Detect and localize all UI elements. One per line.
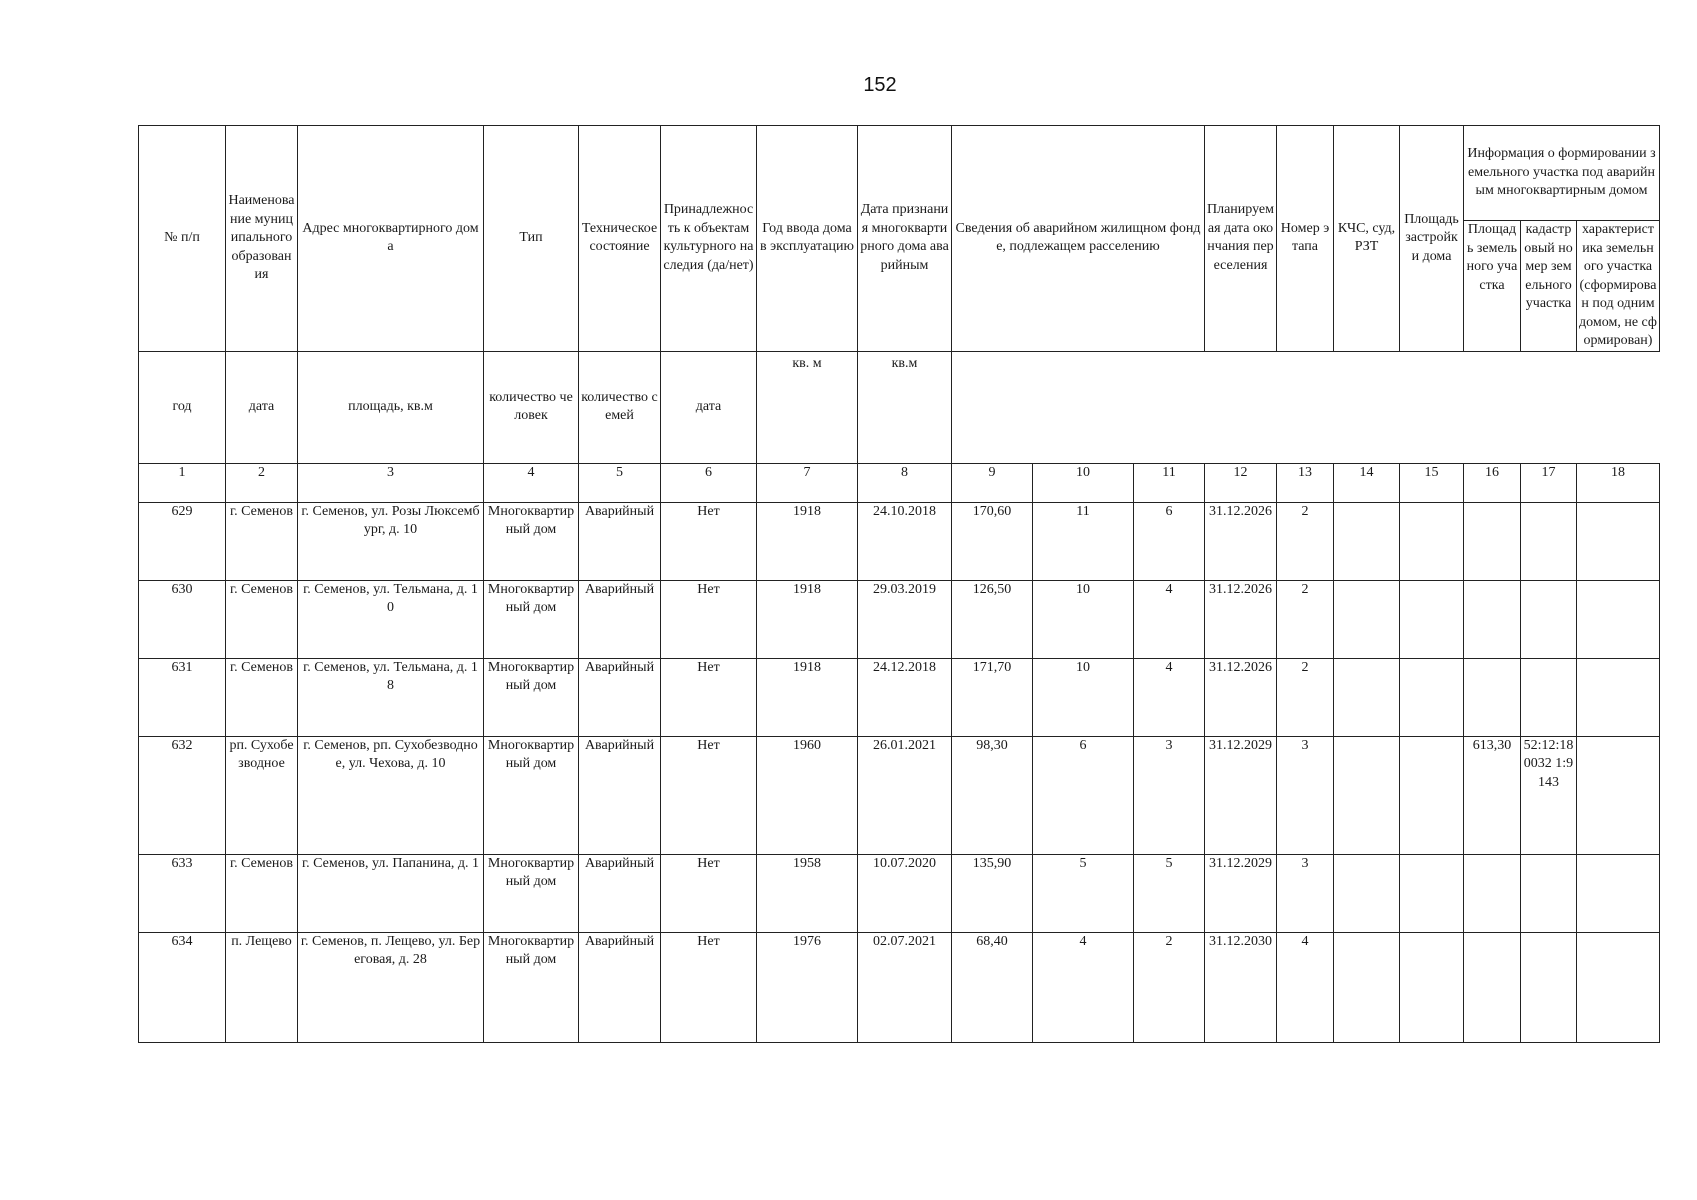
cell-cadastral: 52:12:180032 1:9143 [1521, 736, 1577, 854]
header-row-number: № п/п [139, 126, 226, 352]
cell-type: Многоквартирный дом [484, 658, 579, 736]
header-land-area: Площадь земельного участка [1464, 221, 1521, 352]
header-date-emergency: Дата признания многоквартирного дома аварийным [858, 126, 952, 352]
header-municipality: Наименование муниципального образования [226, 126, 298, 352]
cell-heritage: Нет [661, 736, 757, 854]
column-number: 7 [757, 463, 858, 502]
cell-stage: 4 [1277, 932, 1334, 1042]
cell-state: Аварийный [579, 502, 661, 580]
cell-num: 632 [139, 736, 226, 854]
cell-build-area [1400, 932, 1464, 1042]
cell-state: Аварийный [579, 658, 661, 736]
header-kchs: КЧС, суд, РЗТ [1334, 126, 1400, 352]
cell-stage: 2 [1277, 658, 1334, 736]
cell-date: 24.10.2018 [858, 502, 952, 580]
cell-num: 629 [139, 502, 226, 580]
column-number: 5 [579, 463, 661, 502]
cell-date: 26.01.2021 [858, 736, 952, 854]
cell-cadastral [1521, 854, 1577, 932]
cell-state: Аварийный [579, 580, 661, 658]
cell-land-char [1577, 932, 1660, 1042]
column-number: 10 [1033, 463, 1134, 502]
cell-plan-date: 31.12.2026 [1205, 658, 1277, 736]
cell-area: 135,90 [952, 854, 1033, 932]
cell-state: Аварийный [579, 854, 661, 932]
column-number: 4 [484, 463, 579, 502]
cell-year: 1960 [757, 736, 858, 854]
cell-mo: г. Семенов [226, 658, 298, 736]
cell-heritage: Нет [661, 658, 757, 736]
cell-families: 4 [1134, 580, 1205, 658]
cell-people: 5 [1033, 854, 1134, 932]
cell-stage: 2 [1277, 580, 1334, 658]
cell-year: 1918 [757, 580, 858, 658]
column-number: 18 [1577, 463, 1660, 502]
cell-num: 634 [139, 932, 226, 1042]
header-sub-date: дата [226, 351, 298, 463]
cell-plan-date: 31.12.2026 [1205, 580, 1277, 658]
column-number: 12 [1205, 463, 1277, 502]
cell-state: Аварийный [579, 932, 661, 1042]
header-type: Тип [484, 126, 579, 352]
cell-area: 98,30 [952, 736, 1033, 854]
cell-year: 1958 [757, 854, 858, 932]
cell-build-area [1400, 502, 1464, 580]
cell-date: 24.12.2018 [858, 658, 952, 736]
cell-area: 68,40 [952, 932, 1033, 1042]
cell-mo: г. Семенов [226, 502, 298, 580]
cell-families: 6 [1134, 502, 1205, 580]
cell-build-area [1400, 658, 1464, 736]
cell-plan-date: 31.12.2026 [1205, 502, 1277, 580]
cell-address: г. Семенов, ул. Тельмана, д. 18 [298, 658, 484, 736]
cell-cadastral [1521, 658, 1577, 736]
header-stage-number: Номер этапа [1277, 126, 1334, 352]
cell-kchs [1334, 736, 1400, 854]
cell-stage: 2 [1277, 502, 1334, 580]
cell-date: 02.07.2021 [858, 932, 952, 1042]
cell-state: Аварийный [579, 736, 661, 854]
cell-area: 171,70 [952, 658, 1033, 736]
table-row [139, 854, 1660, 932]
cell-type: Многоквартирный дом [484, 502, 579, 580]
table-row [139, 736, 1660, 854]
cell-address: г. Семенов, ул. Розы Люксембург, д. 10 [298, 502, 484, 580]
table-row [139, 502, 1660, 580]
cell-area: 170,60 [952, 502, 1033, 580]
cell-mo: г. Семенов [226, 854, 298, 932]
header-sub-plan-date: дата [661, 351, 757, 463]
page-number: 152 [863, 74, 897, 96]
cell-people: 10 [1033, 658, 1134, 736]
cell-cadastral [1521, 932, 1577, 1042]
cell-land-area: 613,30 [1464, 736, 1521, 854]
column-number: 13 [1277, 463, 1334, 502]
cell-mo: п. Лещево [226, 932, 298, 1042]
cell-plan-date: 31.12.2029 [1205, 854, 1277, 932]
cell-build-area [1400, 580, 1464, 658]
header-housing-info-group: Сведения об аварийном жилищном фонде, подлежащем расселению [952, 126, 1205, 352]
cell-mo: рп. Сухобезводное [226, 736, 298, 854]
cell-heritage: Нет [661, 932, 757, 1042]
cell-land-area [1464, 580, 1521, 658]
column-number: 17 [1521, 463, 1577, 502]
column-number: 11 [1134, 463, 1205, 502]
cell-people: 6 [1033, 736, 1134, 854]
cell-land-area [1464, 658, 1521, 736]
column-number: 2 [226, 463, 298, 502]
cell-address: г. Семенов, ул. Тельмана, д. 10 [298, 580, 484, 658]
cell-year: 1918 [757, 502, 858, 580]
cell-num: 633 [139, 854, 226, 932]
cell-stage: 3 [1277, 736, 1334, 854]
header-land-info-group: Информация о формировании земельного участка под аварийным многоквартирным домом [1464, 126, 1660, 221]
cell-type: Многоквартирный дом [484, 854, 579, 932]
cell-families: 3 [1134, 736, 1205, 854]
header-sub-land-area-unit: кв.м [858, 351, 952, 463]
cell-land-char [1577, 854, 1660, 932]
cell-date: 10.07.2020 [858, 854, 952, 932]
cell-num: 631 [139, 658, 226, 736]
cell-stage: 3 [1277, 854, 1334, 932]
cell-area: 126,50 [952, 580, 1033, 658]
header-building-area: Площадь застройки дома [1400, 126, 1464, 352]
cell-kchs [1334, 502, 1400, 580]
column-number: 8 [858, 463, 952, 502]
cell-families: 5 [1134, 854, 1205, 932]
header-cadastral-number: кадастровый номер земельного участка [1521, 221, 1577, 352]
header-sub-area: площадь, кв.м [298, 351, 484, 463]
cell-heritage: Нет [661, 580, 757, 658]
emergency-housing-table [138, 125, 1660, 1043]
header-sub-build-area-unit: кв. м [757, 351, 858, 463]
cell-year: 1918 [757, 658, 858, 736]
table-row [139, 580, 1660, 658]
cell-people: 4 [1033, 932, 1134, 1042]
cell-plan-date: 31.12.2030 [1205, 932, 1277, 1042]
cell-kchs [1334, 932, 1400, 1042]
cell-date: 29.03.2019 [858, 580, 952, 658]
column-number: 1 [139, 463, 226, 502]
cell-land-area [1464, 502, 1521, 580]
cell-mo: г. Семенов [226, 580, 298, 658]
cell-address: г. Семенов, рп. Сухобезводное, ул. Чехова, д. 10 [298, 736, 484, 854]
cell-heritage: Нет [661, 502, 757, 580]
cell-heritage: Нет [661, 854, 757, 932]
column-number: 14 [1334, 463, 1400, 502]
header-planned-date: Планируемая дата окончания переселения [1205, 126, 1277, 352]
cell-land-area [1464, 932, 1521, 1042]
cell-cadastral [1521, 580, 1577, 658]
cell-land-char [1577, 658, 1660, 736]
table-row [139, 658, 1660, 736]
cell-kchs [1334, 854, 1400, 932]
cell-families: 4 [1134, 658, 1205, 736]
header-land-characteristic: характеристика земельного участка (сформирован под одним домом, не сформирован) [1577, 221, 1660, 352]
column-number: 16 [1464, 463, 1521, 502]
cell-address: г. Семенов, п. Лещево, ул. Береговая, д. 28 [298, 932, 484, 1042]
cell-address: г. Семенов, ул. Папанина, д. 1 [298, 854, 484, 932]
column-number: 6 [661, 463, 757, 502]
cell-land-char [1577, 502, 1660, 580]
header-year-commissioned: Год ввода дома в эксплуатацию [757, 126, 858, 352]
cell-build-area [1400, 854, 1464, 932]
cell-cadastral [1521, 502, 1577, 580]
cell-year: 1976 [757, 932, 858, 1042]
header-technical-state: Техническое состояние [579, 126, 661, 352]
column-number: 3 [298, 463, 484, 502]
header-sub-year: год [139, 351, 226, 463]
cell-families: 2 [1134, 932, 1205, 1042]
cell-land-char [1577, 736, 1660, 854]
cell-plan-date: 31.12.2029 [1205, 736, 1277, 854]
cell-kchs [1334, 658, 1400, 736]
column-number: 9 [952, 463, 1033, 502]
header-sub-families: количество семей [579, 351, 661, 463]
cell-type: Многоквартирный дом [484, 580, 579, 658]
cell-people: 10 [1033, 580, 1134, 658]
header-address: Адрес многоквартирного дома [298, 126, 484, 352]
cell-land-area [1464, 854, 1521, 932]
cell-people: 11 [1033, 502, 1134, 580]
cell-build-area [1400, 736, 1464, 854]
cell-type: Многоквартирный дом [484, 932, 579, 1042]
header-heritage: Принадлежность к объектам культурного наследия (да/нет) [661, 126, 757, 352]
header-sub-people: количество человек [484, 351, 579, 463]
cell-land-char [1577, 580, 1660, 658]
column-number: 15 [1400, 463, 1464, 502]
cell-type: Многоквартирный дом [484, 736, 579, 854]
table-row [139, 932, 1660, 1042]
cell-kchs [1334, 580, 1400, 658]
cell-num: 630 [139, 580, 226, 658]
